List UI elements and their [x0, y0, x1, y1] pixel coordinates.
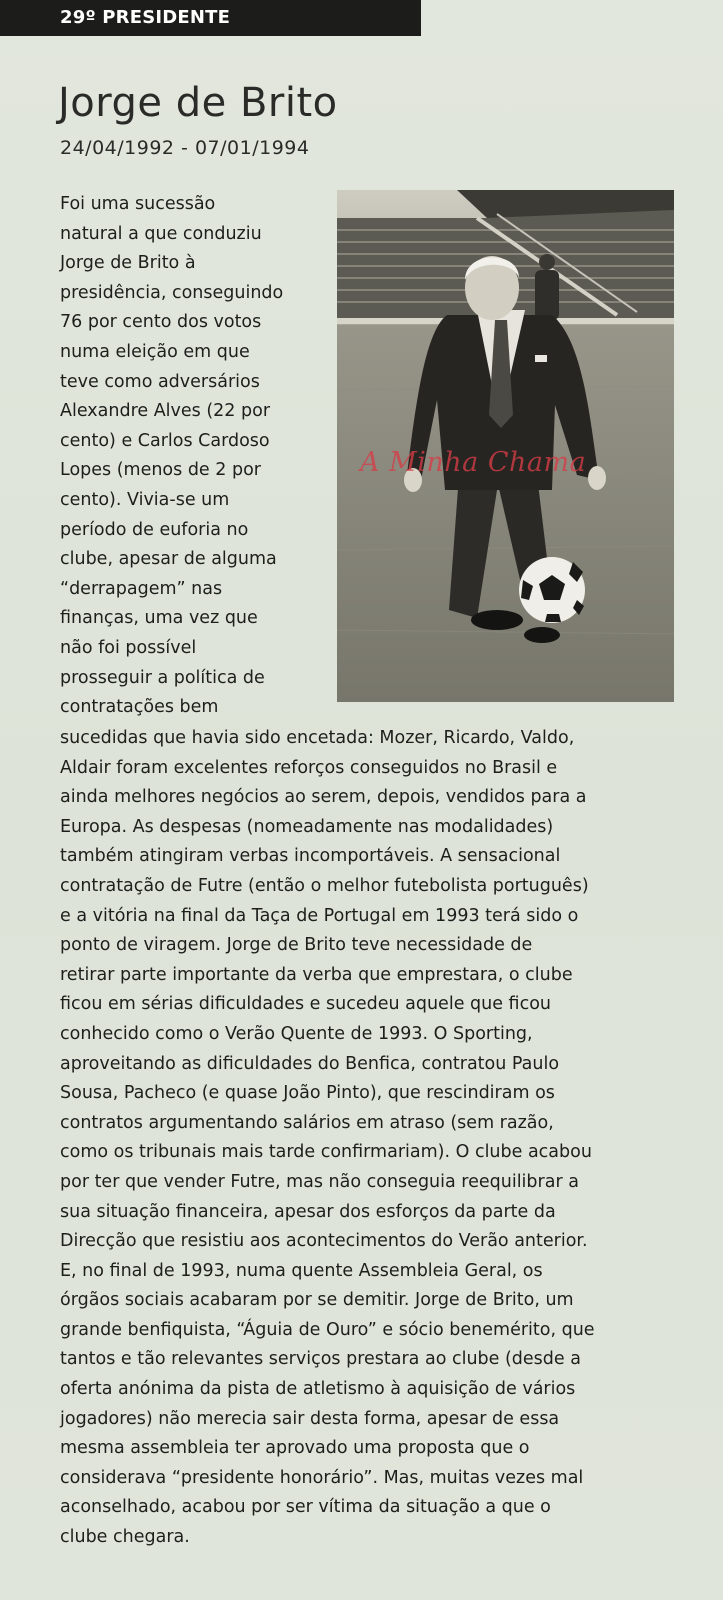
- text-line: por ter que vender Futre, mas não conseguia reequilibrar a: [60, 1171, 579, 1192]
- presidency-dates: 24/04/1992 - 07/01/1994: [60, 137, 310, 159]
- text-line: conhecido como o Verão Quente de 1993. O Sporting,: [60, 1023, 533, 1044]
- text-line: e a vitória na final da Taça de Portugal em 1993 terá sido o: [60, 905, 579, 926]
- text-line: 76 por cento dos votos: [60, 312, 262, 333]
- section-banner: 29º PRESIDENTE: [0, 0, 421, 36]
- text-line: Foi uma sucessão: [60, 194, 216, 214]
- text-line: clube, apesar de alguma: [60, 549, 277, 570]
- text-line: tantos e tão relevantes serviços prestara ao clube (desde a: [60, 1349, 581, 1370]
- text-line: contratos argumentando salários em atraso (sem razão,: [60, 1112, 554, 1133]
- text-line: natural a que conduziu: [60, 223, 262, 244]
- text-line: numa eleição em que: [60, 341, 250, 362]
- text-line: Alexandre Alves (22 por: [60, 401, 271, 422]
- text-line: período de euforia no: [60, 519, 249, 540]
- text-line: Direcção que resistiu aos acontecimentos do Verão anterior.: [60, 1231, 588, 1252]
- text-line: cento). Vivia-se um: [60, 489, 230, 510]
- text-line: como os tribunais mais tarde confirmariam). O clube acabou: [60, 1142, 592, 1163]
- text-line: considerava “presidente honorário”. Mas, muitas vezes mal: [60, 1467, 584, 1488]
- text-line: contratações bem: [60, 697, 219, 718]
- text-line: ficou em sérias dificuldades e sucedeu aquele que ficou: [60, 994, 551, 1015]
- text-line: sucedidas que havia sido encetada: Mozer, Ricardo, Valdo,: [60, 728, 575, 748]
- text-line: aproveitando as dificuldades do Benfica, contratou Paulo: [60, 1053, 560, 1074]
- text-line: ponto de viragem. Jorge de Brito teve necessidade de: [60, 935, 533, 956]
- text-line: finanças, uma vez que: [60, 608, 258, 629]
- text-line: também atingiram verbas incomportáveis. A sensacional: [60, 846, 561, 867]
- text-line: órgãos sociais acabaram por se demitir. Jorge de Brito, um: [60, 1290, 574, 1311]
- text-line: Aldair foram excelentes reforços conseguidos no Brasil e: [60, 757, 558, 778]
- text-line: retirar parte importante da verba que emprestara, o clube: [60, 964, 573, 985]
- text-line: teve como adversários: [60, 371, 260, 392]
- text-line: prosseguir a política de: [60, 667, 265, 688]
- article-text-column: [60, 190, 320, 723]
- text-line: cento) e Carlos Cardoso: [60, 430, 270, 451]
- text-line: aconselhado, acabou por ser vítima da situação a que o: [60, 1497, 551, 1518]
- photo-illustration: [337, 190, 674, 702]
- text-line: grande benfiquista, “Águia de Ouro” e sócio benemérito, que: [60, 1319, 595, 1340]
- text-line: presidência, conseguindo: [60, 282, 284, 303]
- text-line: Sousa, Pacheco (e quase João Pinto), que rescindiram os: [60, 1083, 555, 1104]
- text-line: Europa. As despesas (nomeadamente nas modalidades): [60, 816, 554, 837]
- photo-president-kicking-ball: [337, 190, 674, 702]
- article-text-full: [60, 724, 685, 1553]
- text-line: ainda melhores negócios ao serem, depois, vendidos para a: [60, 787, 587, 808]
- text-line: sua situação financeira, apesar dos esforços da parte da: [60, 1201, 556, 1222]
- article-title: Jorge de Brito: [58, 80, 338, 126]
- text-line: jogadores) não merecia sair desta forma, apesar de essa: [60, 1408, 560, 1429]
- text-line: não foi possível: [60, 637, 197, 658]
- text-line: clube chegara.: [60, 1527, 190, 1548]
- watermark-text: A Minha Chama: [360, 447, 587, 478]
- text-line: mesma assembleia ter aprovado uma proposta que o: [60, 1438, 530, 1459]
- text-line: Jorge de Brito à: [60, 253, 196, 274]
- text-line: E, no final de 1993, numa quente Assembleia Geral, os: [60, 1260, 543, 1281]
- text-line: Lopes (menos de 2 por: [60, 460, 261, 481]
- soccer-ball: [519, 557, 585, 623]
- text-line: oferta anónima da pista de atletismo à aquisição de vários: [60, 1379, 576, 1400]
- text-line: “derrapagem” nas: [60, 578, 223, 599]
- text-line: contratação de Futre (então o melhor futebolista português): [60, 875, 589, 896]
